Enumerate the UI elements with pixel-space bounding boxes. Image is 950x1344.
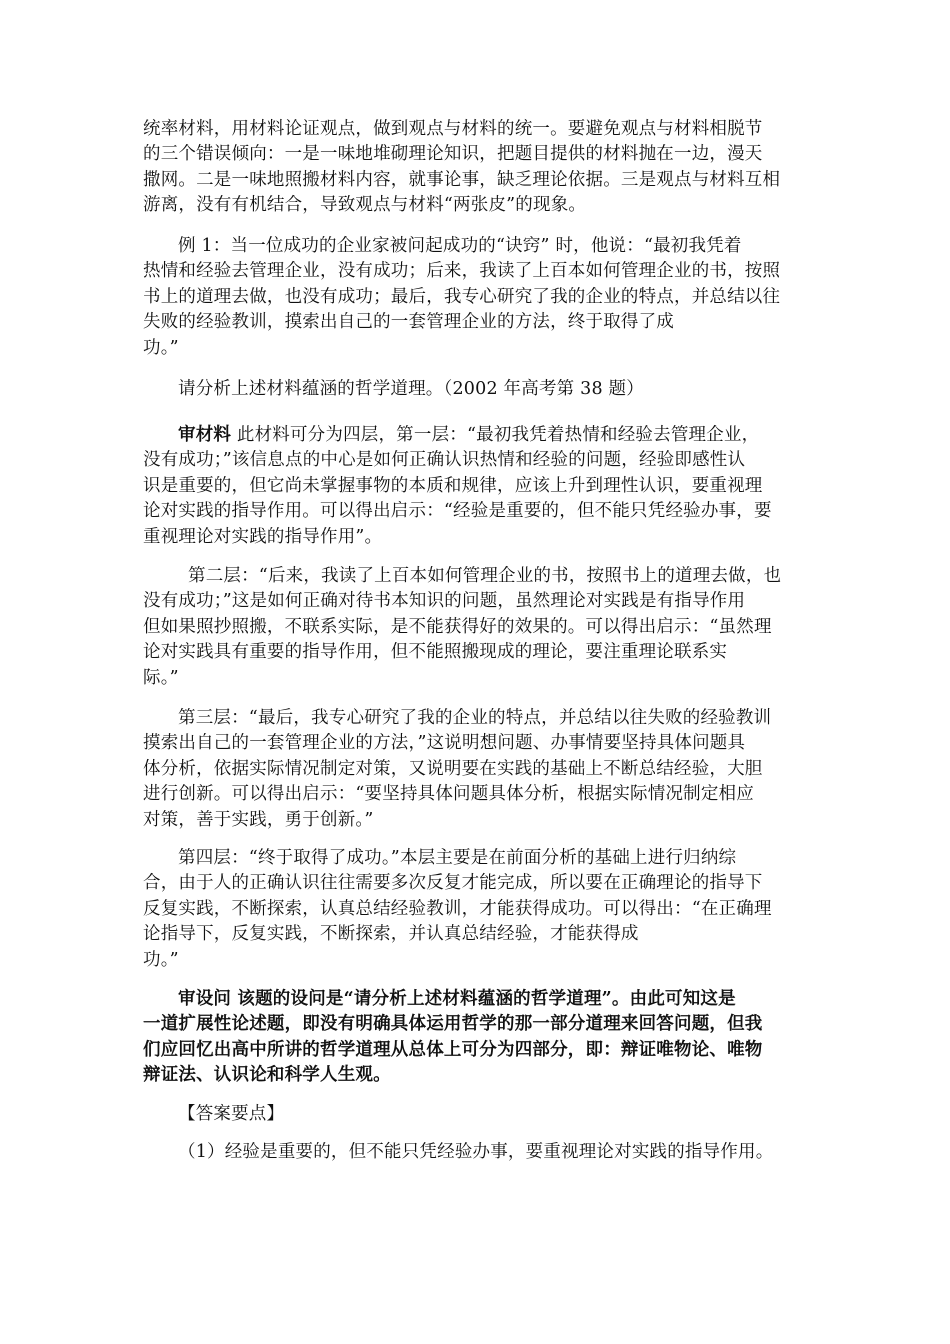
text-line: 反复实践，不断探索，认真总结经验教训，才能获得成功。可以得出：“在正确理 xyxy=(143,898,772,919)
paragraph-example-1 xyxy=(143,234,811,361)
text-line: 体分析，依据实际情况制定对策，又说明要在实践的基础上不断总结经验，大胆 xyxy=(143,758,763,779)
text-line: 对策，善于实践，勇于创新。” xyxy=(143,809,374,830)
text-line: 审设问 该题的设问是“请分析上述材料蕴涵的哲学道理”。由此可知这是 xyxy=(178,989,736,1009)
answer-heading xyxy=(143,1102,811,1127)
section-label-analyze-material: 审材料 xyxy=(178,425,232,445)
text-line: 摸索出自己的一套管理企业的方法，”这说明想问题、办事情要坚持具体问题具 xyxy=(143,733,746,754)
text-line: 们应回忆出高中所讲的哲学道理从总体上可分为四部分，即：辩证唯物论、唯物 xyxy=(143,1039,763,1060)
text-line: 失败的经验教训，摸索出自己的一套管理企业的方法，终于取得了成 xyxy=(143,312,674,333)
text-line: 论对实践具有重要的指导作用，但不能照搬现成的理论，要注重理论联系实 xyxy=(143,642,728,663)
paragraph-layer-2 xyxy=(143,564,811,691)
text-line: 识是重要的，但它尚未掌握事物的本质和规律，应该上升到理性认识，要重视理 xyxy=(143,475,763,496)
text-line: 际。” xyxy=(143,667,179,688)
text-line: 重视理论对实践的指导作用”。 xyxy=(143,526,383,547)
text-line: 论对实践的指导作用。可以得出启示：“经验是重要的，但不能只凭经验办事，要 xyxy=(143,501,772,522)
text-line: 游离，没有有机结合，导致观点与材料“两张皮”的现象。 xyxy=(143,195,587,216)
paragraph-layer-4 xyxy=(143,846,811,973)
text-line: 没有成功；”这是如何正确对待书本知识的问题，虽然理论对实践是有指导作用 xyxy=(143,591,746,612)
text-line: 统率材料，用材料论证观点，做到观点与材料的统一。要避免观点与材料相脱节 xyxy=(143,119,763,139)
text-line: 热情和经验去管理企业，没有成功；后来，我读了上百本如何管理企业的书，按照 xyxy=(143,261,781,282)
text-line: 请分析上述材料蕴涵的哲学道理。（2002 年高考第 38 题） xyxy=(178,379,644,399)
text-line: 功。” xyxy=(143,949,179,970)
text-line: （1）经验是重要的，但不能只凭经验办事，要重视理论对实践的指导作用。 xyxy=(178,1142,774,1162)
paragraph-layer-3 xyxy=(143,706,811,833)
text-line: 的三个错误倾向：一是一味地堆砌理论知识，把题目提供的材料抛在一边，漫天 xyxy=(143,144,763,165)
text-line: 【答案要点】 xyxy=(178,1104,285,1124)
paragraph-analyze-material xyxy=(143,423,811,550)
text-line: 辩证法、认识论和科学人生观。 xyxy=(143,1065,391,1086)
text-line: 例 1：当一位成功的企业家被问起成功的“诀窍” 时，他说：“最初我凭着 xyxy=(178,236,742,256)
text-line: 第二层：“后来，我读了上百本如何管理企业的书，按照书上的道理去做，也 xyxy=(188,566,782,586)
text-line: 功。” xyxy=(143,337,179,358)
paragraph-question xyxy=(143,377,811,402)
text-line: 合，由于人的正确认识往往需要多次反复才能完成，所以要在正确理论的指导下 xyxy=(143,873,763,894)
answer-point-1 xyxy=(143,1140,811,1165)
text-line: 撒网。二是一味地照搬材料内容，就事论事，缺乏理论依据。三是观点与材料互相 xyxy=(143,169,781,190)
text-line: 第四层：“终于取得了成功。”本层主要是在前面分析的基础上进行归纳综 xyxy=(178,848,737,868)
text-line: 进行创新。可以得出启示：“要坚持具体问题具体分析，根据实际情况制定相应 xyxy=(143,784,754,805)
paragraph-intro xyxy=(143,117,811,219)
paragraph-analyze-question xyxy=(143,987,811,1089)
text-line: 第三层：“最后，我专心研究了我的企业的特点，并总结以往失败的经验教训 xyxy=(178,708,772,728)
text-line: 此材料可分为四层，第一层：“最初我凭着热情和经验去管理企业， xyxy=(231,425,760,445)
text-line: 但如果照抄照搬，不联系实际，是不能获得好的效果的。可以得出启示：“虽然理 xyxy=(143,616,772,637)
text-line: 书上的道理去做，也没有成功；最后，我专心研究了我的企业的特点，并总结以往 xyxy=(143,286,781,307)
text-line: 一道扩展性论述题，即没有明确具体运用哲学的那一部分道理来回答问题，但我 xyxy=(143,1014,763,1035)
text-line: 论指导下，反复实践，不断探索，并认真总结经验，才能获得成 xyxy=(143,924,639,945)
text-line: 没有成功；”该信息点的中心是如何正确认识热情和经验的问题，经验即感性认 xyxy=(143,450,746,471)
